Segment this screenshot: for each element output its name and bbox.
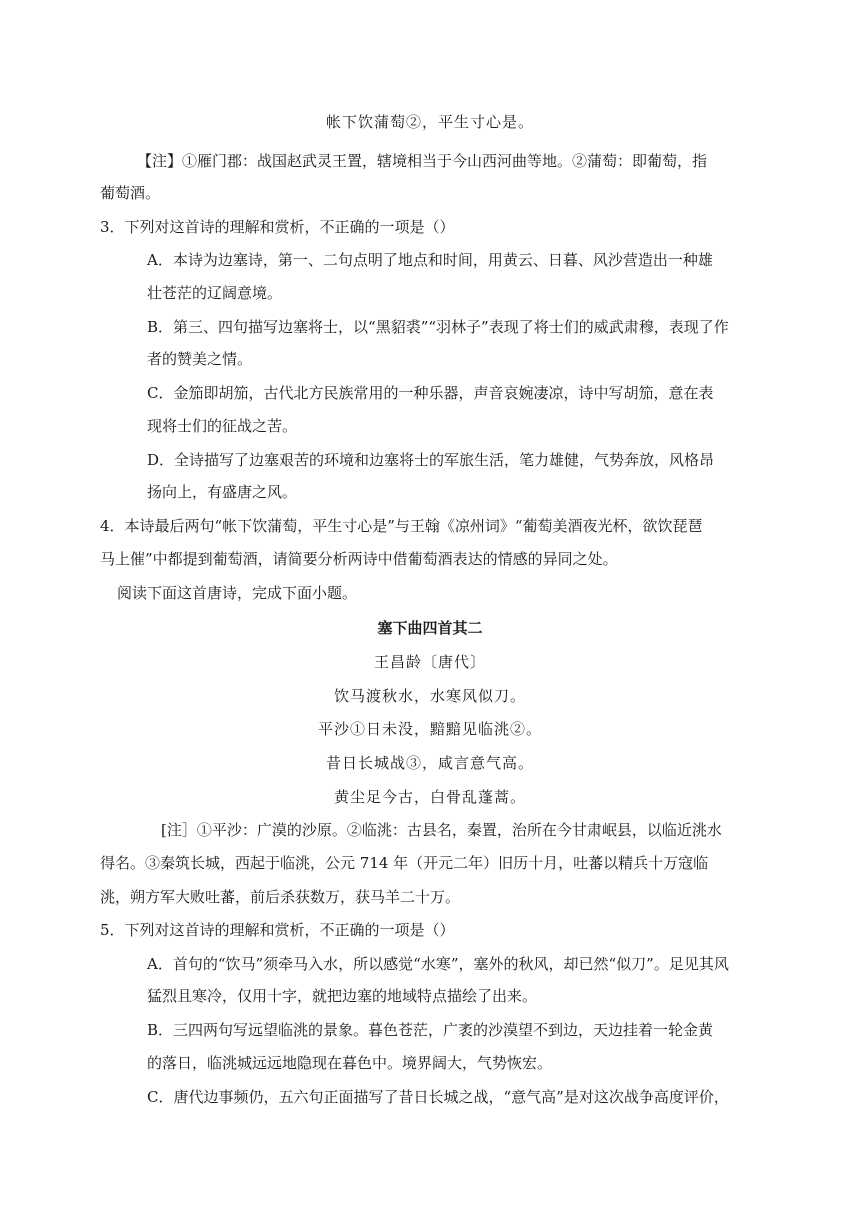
question-3-option-c: C．金笳即胡笳，古代北方民族常用的一种乐器，声音哀婉凄凉，诗中写胡笳，意在表: [147, 384, 714, 402]
question-5-option-b-cont: 的落日，临洮城远远地隐现在暮色中。境界阔大，气势恢宏。: [147, 1054, 553, 1072]
poem-line: 平沙①日未没，黯黯见临洮②。: [317, 720, 542, 738]
question-3-option-a-cont: 壮苍茫的辽阔意境。: [147, 284, 283, 302]
poem-line: 昔日长城战③，咸言意气高。: [325, 754, 534, 772]
note-line: 【注】①雁门郡：战国赵武灵王置，辖境相当于今山西河曲等地。②蒲萄：即葡萄，指: [137, 152, 708, 170]
question-5-option-b: B．三四两句写远望临洮的景象。暮色苍茫，广袤的沙漠望不到边，天边挂着一轮金黄: [147, 1021, 714, 1039]
question-3-option-d: D．全诗描写了边塞艰苦的环境和边塞将士的军旅生活，笔力雄健，气势奔放，风格昂: [147, 451, 715, 469]
poem-last-line: 帐下饮蒲萄②，平生寸心是。: [325, 113, 534, 131]
poem-line: 黄尘足今古，白骨乱蓬蒿。: [333, 788, 526, 806]
question-3-option-b-cont: 者的赞美之情。: [147, 350, 253, 368]
poem-title: 塞下曲四首其二: [377, 619, 483, 637]
poem-line: 饮马渡秋水，水寒风似刀。: [333, 687, 526, 705]
question-3-option-c-cont: 现将士们的征战之苦。: [147, 417, 298, 435]
question-4-stem-cont: 马上催”中都提到葡萄酒，请简要分析两诗中借葡萄酒表达的情感的异同之处。: [100, 550, 618, 568]
note-line: 得名。③秦筑长城，西起于临洮，公元 714 年（开元二年）旧历十月，吐蕃以精兵十万寇临: [100, 854, 709, 872]
question-3-option-b: B．第三、四句描写边塞将士，以“黑貂裘”“羽林子”表现了将士们的威武肃穆，表现了作: [147, 318, 729, 336]
note-line: 洮，朔方军大败吐蕃，前后杀获数万，获马羊二十万。: [100, 888, 461, 906]
question-5-stem: 5．下列对这首诗的理解和赏析，不正确的一项是（）: [100, 921, 455, 939]
question-4-stem: 4．本诗最后两句“帐下饮蒲萄，平生寸心是”与王翰《凉州词》“葡萄美酒夜光杯，欲饮琵琶: [100, 517, 703, 535]
note-line: 葡萄酒。: [100, 184, 161, 202]
poem-author: 王昌龄〔唐代〕: [373, 653, 486, 671]
question-3-option-d-cont: 扬向上，有盛唐之风。: [147, 483, 298, 501]
question-3-stem: 3．下列对这首诗的理解和赏析，不正确的一项是（）: [100, 218, 455, 236]
reading-intro: 阅读下面这首唐诗，完成下面小题。: [117, 584, 358, 602]
note-line: [注］①平沙：广漠的沙原。②临洮：古县名，秦置，治所在今甘肃岷县，以临近洮水: [161, 821, 722, 839]
question-5-option-c: C．唐代边事频仍，五六句正面描写了昔日长城之战，“意气高”是对这次战争高度评价，: [147, 1088, 729, 1106]
question-3-option-a: A．本诗为边塞诗，第一、二句点明了地点和时间，用黄云、日暮、风沙营造出一种雄: [147, 251, 713, 269]
question-5-option-a-cont: 猛烈且寒冷，仅用十字，就把边塞的地域特点描绘了出来。: [147, 987, 538, 1005]
question-5-option-a: A．首句的“饮马”须牵马入水，所以感觉“水寒”，塞外的秋风，却已然“似刀”。足见其风: [147, 955, 729, 973]
